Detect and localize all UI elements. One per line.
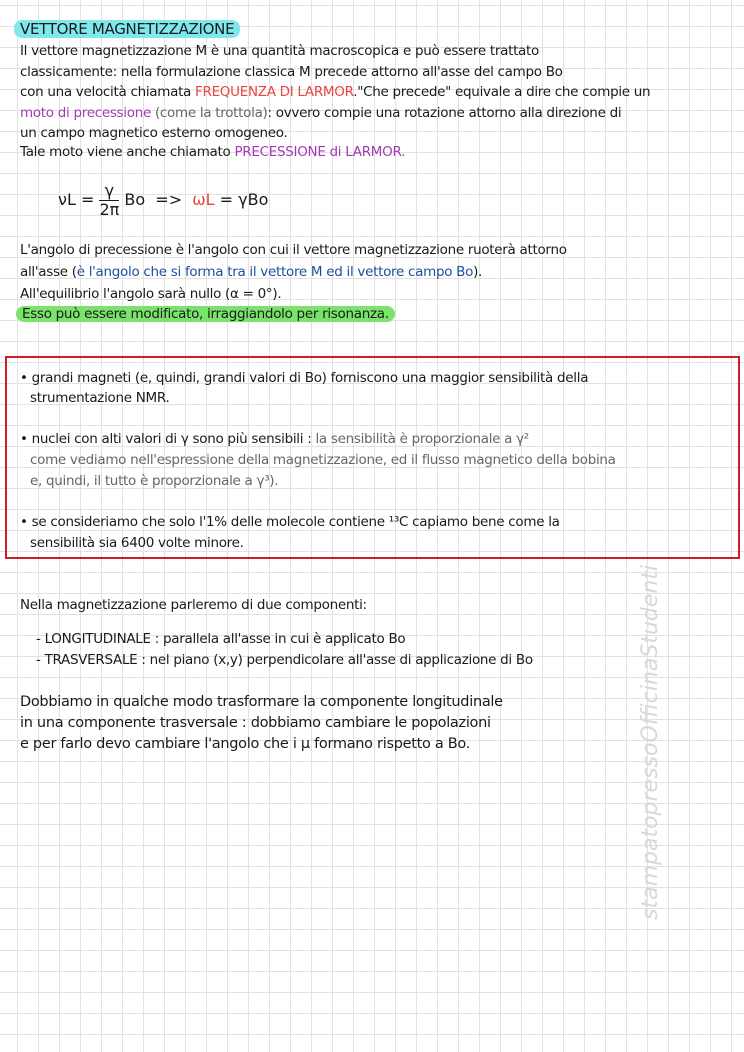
text-line: Dobbiamo in qualche modo trasformare la componente longitudinale [20,694,503,710]
bullet-line: sensibilità sia 6400 volte minore. [30,535,244,551]
text-line: e per farlo devo cambiare l'angolo che i μ formano rispetto a Bo. [20,736,471,752]
text-line: All'equilibrio l'angolo sarà nullo (α = 0°). [20,286,282,302]
implies-arrow: => [155,190,183,209]
fraction [99,182,119,219]
text-line: L'angolo di precessione è l'angolo con cui il vettore magnetizzazione ruoterà attorno [20,242,567,258]
text: • nuclei con alti valori di γ sono più sensibili : [20,431,316,447]
text: : ovvero compie una rotazione attorno alla direzione di [267,105,622,121]
text-line: Il vettore magnetizzazione M è una quantità macroscopica e può essere trattato [20,43,539,59]
numerator: γ [99,182,119,201]
text: (come la trottola) [150,105,268,121]
text: ). [473,264,483,280]
text: la sensibilità è proporzionale a γ² [315,431,529,447]
highlighted-text: Esso può essere modificato, irraggiandolo per risonanza. [16,306,395,322]
larmor-precession-term: PRECESSIONE di LARMOR. [234,144,406,160]
bullet-line: strumentazione NMR. [30,390,170,406]
text-line [20,264,482,280]
formula-rhs: = γBo [219,190,269,209]
bullet-line: come vediamo nell'espressione della magnetizzazione, ed il flusso magnetico della bobina [30,452,616,468]
text: ."Che precede" equivale a dire che compie un [353,84,651,100]
text-line: in una componente trasversale : dobbiamo cambiare le popolazioni [20,715,491,731]
bullet-line: • grandi magneti (e, quindi, grandi valori di Bo) forniscono una maggior sensibilità della [20,370,589,386]
text: Tale moto viene anche chiamato [20,144,235,160]
text-line [20,84,650,100]
bullet-line: e, quindi, il tutto è proporzionale a γ³). [30,473,279,489]
text: all'asse ( [20,264,77,280]
component-item: - TRASVERSALE : nel piano (x,y) perpendicolare all'asse di applicazione di Bo [36,652,533,668]
text-line: un campo magnetico esterno omogeneo. [20,125,288,141]
formula-lhs: νL = [58,190,95,209]
angle-definition: è l'angolo che si forma tra il vettore M ed il vettore campo Bo [76,264,474,280]
text-line [20,105,621,121]
text-line [20,144,405,160]
bullet-line [20,431,529,447]
larmor-frequency-term: FREQUENZA DI LARMOR [195,84,354,100]
omega-l: ωL [192,190,215,209]
b0: Bo [124,190,146,209]
text-line: classicamente: nella formulazione classica M precede attorno all'asse del campo Bo [20,64,563,80]
text-line: Nella magnetizzazione parleremo di due componenti: [20,597,367,613]
bullet-line: • se consideriamo che solo l'1% delle molecole contiene ¹³C capiamo bene come la [20,514,560,530]
text: con una velocità chiamata [20,84,196,100]
page-title: VETTORE MAGNETIZZAZIONE [14,20,240,38]
precession-term: moto di precessione [20,105,151,121]
denominator: 2π [99,200,120,219]
larmor-formula [58,182,268,219]
watermark: stampatopressoOfficinaStudenti [638,564,663,920]
component-item: - LONGITUDINALE : parallela all'asse in cui è applicato Bo [36,631,406,647]
